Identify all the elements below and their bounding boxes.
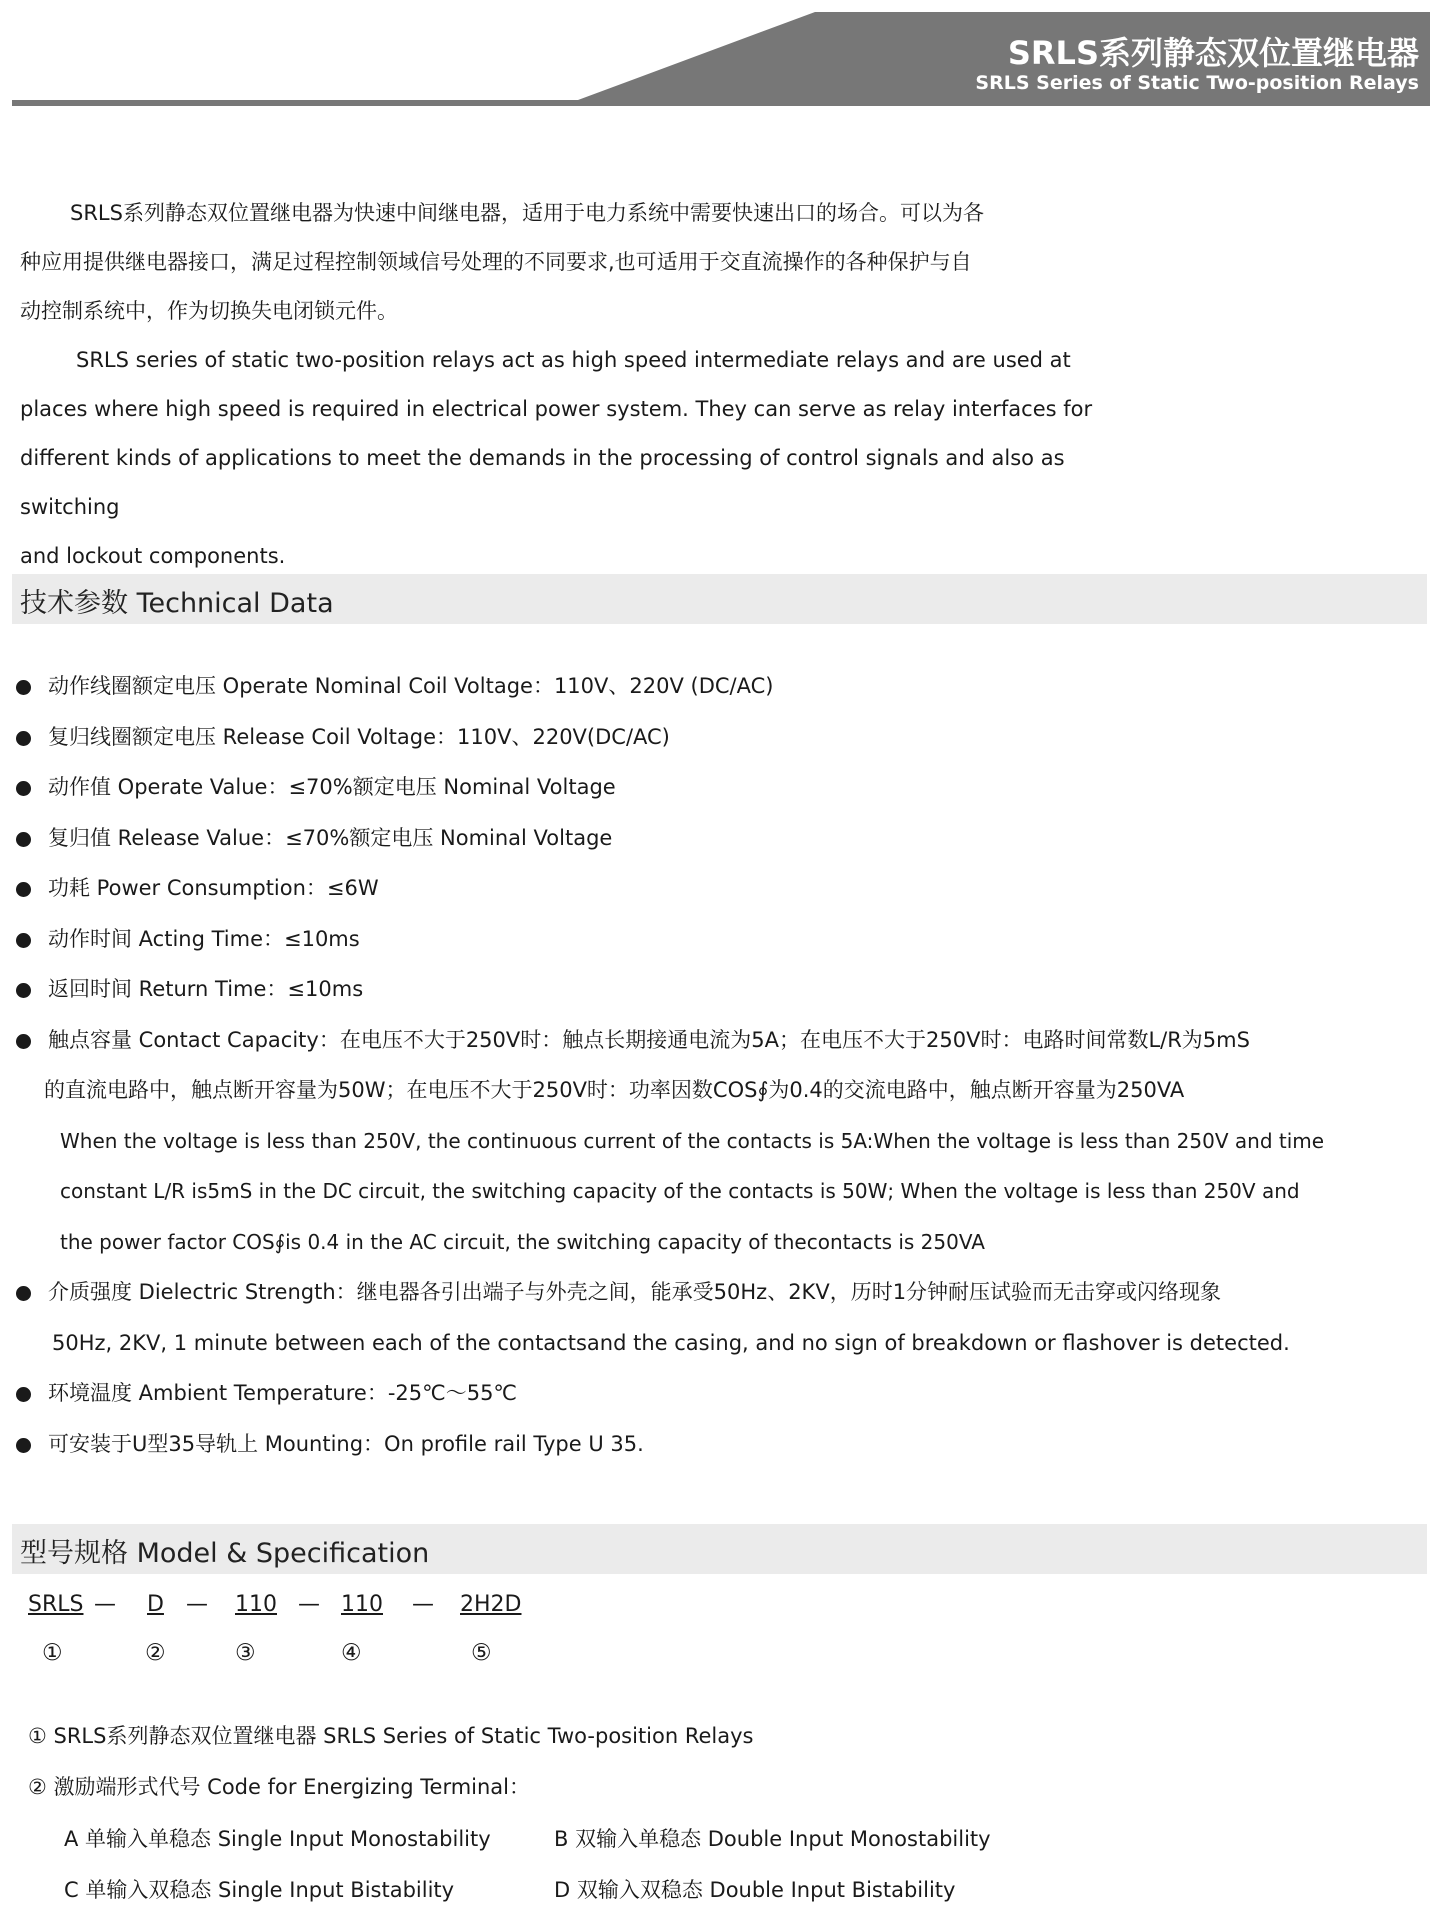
model-dash: — — [298, 1592, 320, 1617]
legend-item-1: ① SRLS系列静态双位置继电器 SRLS Series of Static Two-position Relays — [28, 1724, 754, 1748]
spec-line: 触点容量 Contact Capacity：在电压不大于250V时：触点长期接通电流为5A；在电压不大于250V时：电路时间常数L/R为5mS — [48, 1027, 1250, 1052]
bullet-icon — [16, 1387, 31, 1402]
spec-item — [14, 813, 1424, 864]
model-code-voltage-1: 110 — [235, 1592, 277, 1617]
model-code-terminal: D — [147, 1592, 164, 1617]
spec-line: 动作时间 Acting Time：≤10ms — [48, 926, 360, 951]
model-dash: — — [186, 1592, 208, 1617]
technical-data-list — [14, 661, 1424, 1469]
spec-line: 50Hz, 2KV, 1 minute between each of the contactsand the casing, and no sign of breakdown or flashover is detected. — [52, 1330, 1290, 1355]
model-code-contacts: 2H2D — [460, 1592, 522, 1617]
model-number: ① — [42, 1640, 63, 1666]
spec-item — [14, 863, 1424, 914]
header-band — [0, 0, 1437, 110]
header-title-cn: SRLS系列静态双位置继电器 — [1007, 34, 1419, 72]
intro-paragraph — [20, 189, 1170, 581]
intro-en-line: SRLS series of static two-position relays act as high speed intermediate relays and are used at — [76, 348, 1071, 372]
model-dash: — — [412, 1592, 434, 1617]
model-number: ⑤ — [471, 1640, 492, 1666]
model-number: ② — [145, 1640, 166, 1666]
legend-option-c: C 单输入双稳态 Single Input Bistability — [64, 1878, 455, 1902]
bullet-icon — [16, 1438, 31, 1453]
bullet-icon — [16, 983, 31, 998]
technical-data-bar — [12, 574, 1427, 624]
model-dash: — — [94, 1592, 116, 1617]
spec-item — [14, 1368, 1424, 1419]
spec-line: 的直流电路中，触点断开容量为50W；在电压不大于250V时：功率因数COS∮为0.4的交流电路中，触点断开容量为250VA — [44, 1078, 1185, 1102]
spec-line: 动作线圈额定电压 Operate Nominal Coil Voltage：110V、220V (DC/AC) — [48, 674, 774, 698]
bullet-icon — [16, 781, 31, 796]
spec-item — [14, 964, 1424, 1015]
legend-option-d: D 双输入双稳态 Double Input Bistability — [554, 1878, 956, 1902]
spec-line: 返回时间 Return Time：≤10ms — [48, 977, 364, 1001]
model-code-series: SRLS — [28, 1592, 84, 1617]
model-number: ③ — [235, 1640, 256, 1666]
intro-cn-line: 动控制系统中，作为切换失电闭锁元件。 — [20, 299, 398, 323]
model-spec-title: 型号规格 Model & Specification — [20, 1538, 430, 1569]
spec-line: 功耗 Power Consumption：≤6W — [48, 876, 379, 900]
bullet-icon — [16, 680, 31, 695]
intro-en-line: and lockout components. — [20, 544, 286, 568]
spec-item — [14, 914, 1424, 965]
model-number: ④ — [341, 1640, 362, 1666]
model-spec-bar — [12, 1524, 1427, 1574]
spec-line: the power factor COS∮is 0.4 in the AC circuit, the switching capacity of thecontacts is 250VA — [60, 1229, 985, 1254]
spec-item — [14, 1419, 1424, 1470]
bullet-icon — [16, 882, 31, 897]
intro-cn-line: 种应用提供继电器接口，满足过程控制领域信号处理的不同要求,也可适用于交直流操作的各种保护与自 — [20, 250, 972, 274]
spec-item-contact-capacity — [14, 1015, 1424, 1268]
bullet-icon — [16, 731, 31, 746]
model-code-voltage-2: 110 — [341, 1592, 383, 1617]
bullet-icon — [16, 933, 31, 948]
intro-en-line: places where high speed is required in electrical power system. They can serve as relay interfaces for — [20, 397, 1093, 421]
spec-line: 环境温度 Ambient Temperature：-25℃～55℃ — [48, 1381, 518, 1405]
spec-item — [14, 712, 1424, 763]
intro-cn-line: SRLS系列静态双位置继电器为快速中间继电器，适用于电力系统中需要快速出口的场合。可以为各 — [70, 201, 984, 225]
spec-line: When the voltage is less than 250V, the continuous current of the contacts is 5A:When the voltage is less than 250V and time — [60, 1128, 1325, 1153]
spec-item-dielectric — [14, 1267, 1424, 1368]
technical-data-title: 技术参数 Technical Data — [20, 588, 334, 619]
legend-option-a: A 单输入单稳态 Single Input Monostability — [64, 1827, 491, 1851]
spec-line: 介质强度 Dielectric Strength：继电器各引出端子与外壳之间，能承受50Hz、2KV，历时1分钟耐压试验而无击穿或闪络现象 — [48, 1280, 1222, 1304]
intro-en-line: different kinds of applications to meet the demands in the processing of control signals and also as switching — [20, 446, 1065, 519]
legend-item-2: ② 激励端形式代号 Code for Energizing Terminal： — [28, 1775, 531, 1799]
spec-line: 复归值 Release Value：≤70%额定电压 Nominal Voltage — [48, 825, 613, 850]
header-title-en: SRLS Series of Static Two-position Relays — [975, 72, 1419, 94]
spec-line: constant L/R is5mS in the DC circuit, the switching capacity of the contacts is 50W; When the voltage is less than 250V and — [60, 1179, 1300, 1203]
spec-item — [14, 661, 1424, 712]
spec-line: 可安装于U型35导轨上 Mounting：On profile rail Type U 35. — [48, 1431, 644, 1456]
spec-item — [14, 762, 1424, 813]
spec-line: 动作值 Operate Value：≤70%额定电压 Nominal Voltage — [48, 775, 616, 799]
bullet-icon — [16, 1286, 31, 1301]
legend-option-b: B 双输入单稳态 Double Input Monostability — [554, 1827, 991, 1851]
bullet-icon — [16, 1034, 31, 1049]
bullet-icon — [16, 832, 31, 847]
spec-line: 复归线圈额定电压 Release Coil Voltage：110V、220V(DC/AC) — [48, 724, 670, 749]
